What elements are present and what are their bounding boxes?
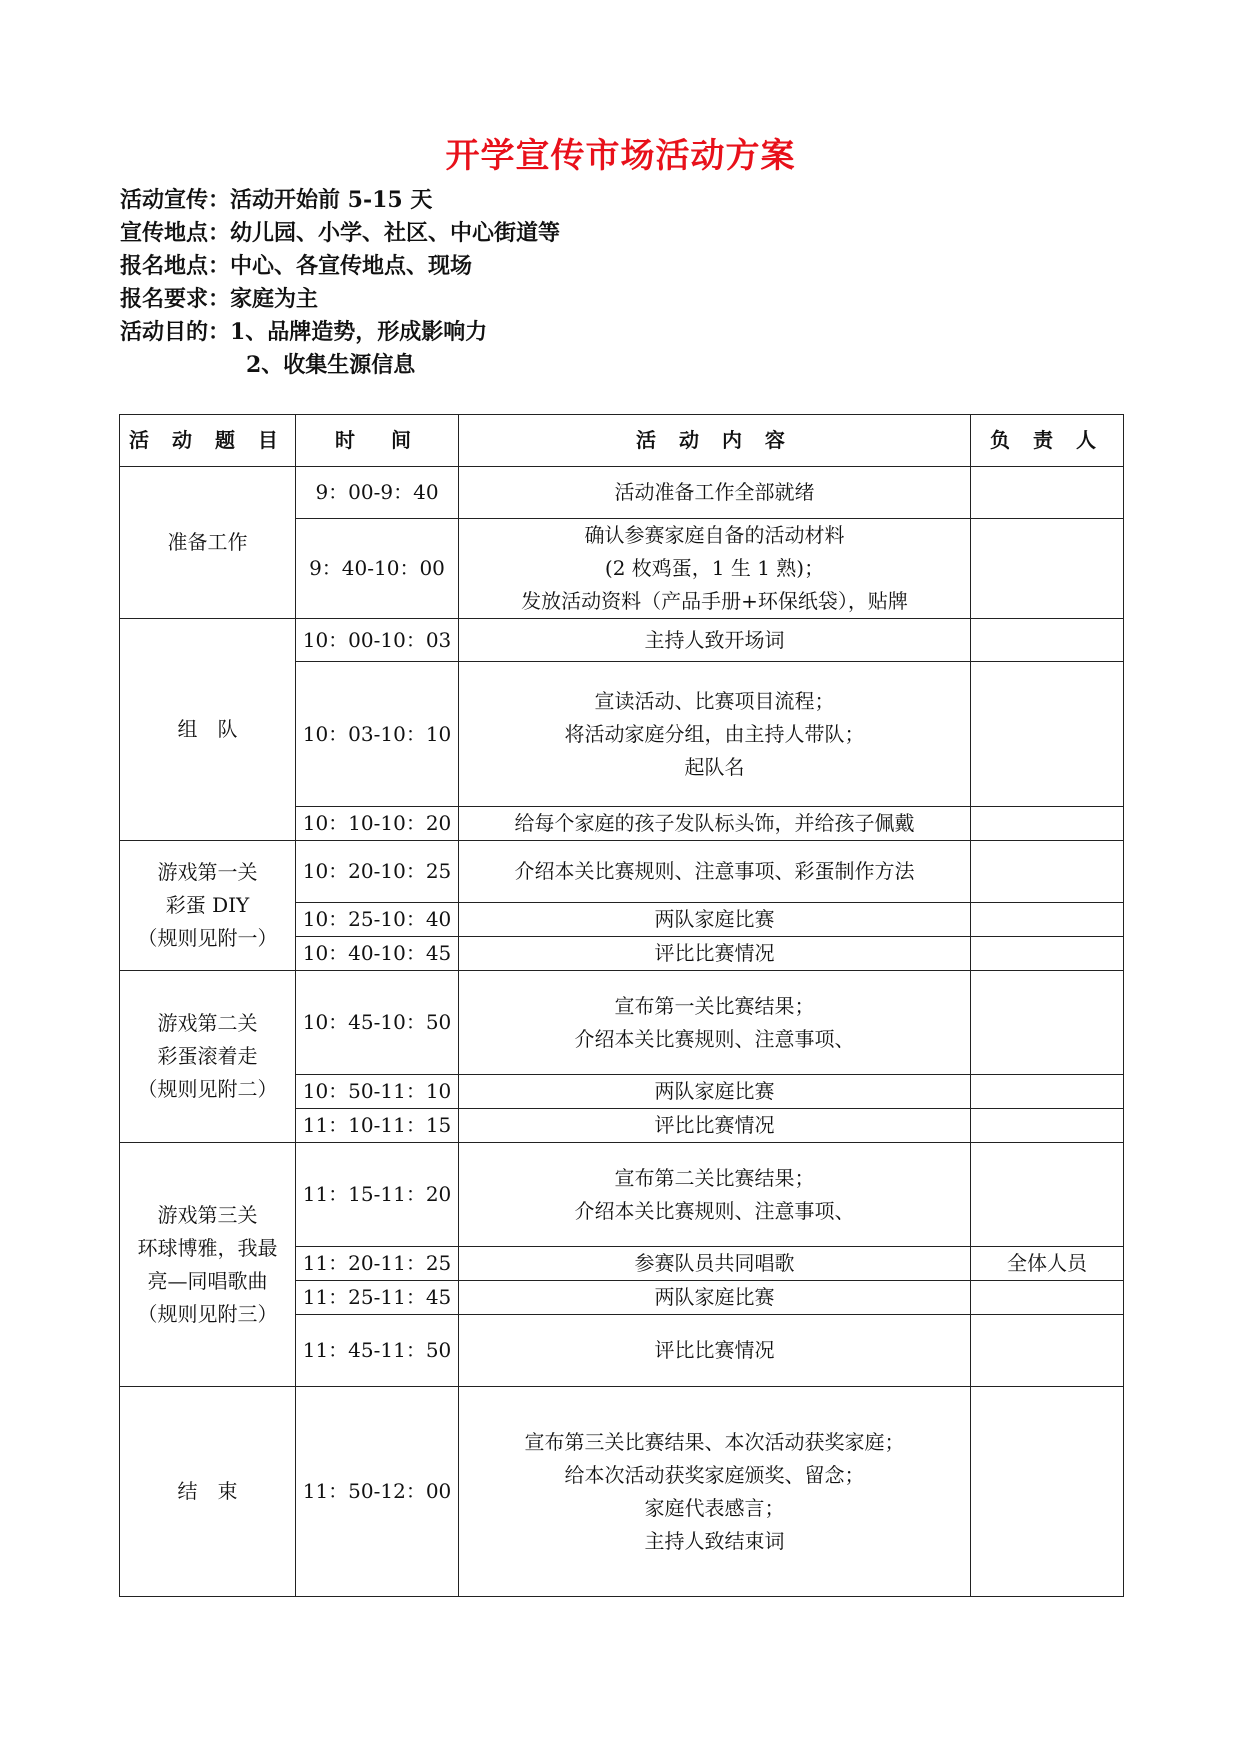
- time-cell: 10：40-10：45: [296, 937, 459, 971]
- time-cell: 11：25-11：45: [296, 1281, 459, 1315]
- content-line: 宣布第二关比赛结果；: [614, 1165, 815, 1190]
- table-row: [120, 841, 1124, 903]
- time-cell: 10：25-10：40: [296, 903, 459, 937]
- content-cell: [459, 1109, 971, 1143]
- time-cell: 10：45-10：50: [296, 971, 459, 1075]
- content-line: 宣布第一关比赛结果；: [614, 993, 815, 1018]
- owner-cell: [971, 519, 1124, 619]
- content-line: 两队家庭比赛: [654, 907, 775, 931]
- content-line: 介绍本关比赛规则、注意事项、: [574, 1198, 855, 1223]
- header-time: 时 间: [296, 415, 459, 467]
- owner-cell: [971, 1387, 1124, 1597]
- header-owner: 负 责 人: [971, 415, 1124, 467]
- group-line: 彩蛋滚着走: [157, 1044, 258, 1068]
- owner-cell: [971, 1143, 1124, 1247]
- owner-cell: [971, 1315, 1124, 1387]
- time-cell: 11：45-11：50: [296, 1315, 459, 1387]
- content-line: 参赛队员共同唱歌: [634, 1251, 795, 1275]
- info-line: 报名要求：家庭为主: [120, 286, 319, 312]
- content-cell: [459, 903, 971, 937]
- group-cell: [120, 1143, 296, 1387]
- table-header-row: [120, 415, 1124, 467]
- owner-cell: [971, 1281, 1124, 1315]
- time-cell: 10：00-10：03: [296, 619, 459, 662]
- owner-cell: [971, 1075, 1124, 1109]
- content-cell: [459, 1387, 971, 1597]
- content-line: 评比比赛情况: [654, 941, 775, 965]
- content-line: 起队名: [684, 754, 745, 779]
- owner-cell: [971, 807, 1124, 841]
- group-line: （规则见附三）: [137, 1301, 278, 1326]
- time-cell: 11：20-11：25: [296, 1247, 459, 1281]
- group-line: （规则见附一）: [137, 926, 278, 950]
- group-line: 游戏第一关: [157, 860, 258, 884]
- group-line: 游戏第二关: [157, 1011, 258, 1035]
- content-line: 主持人致开场词: [644, 627, 785, 652]
- time-cell: 9：00-9：40: [296, 467, 459, 519]
- content-line: 给每个家庭的孩子发队标头饰，并给孩子佩戴: [514, 811, 915, 835]
- content-cell: [459, 519, 971, 619]
- info-line: 宣传地点：幼儿园、小学、社区、中心街道等: [120, 220, 561, 246]
- table-row: [120, 971, 1124, 1075]
- content-line: 评比比赛情况: [654, 1113, 775, 1137]
- info-line: 报名地点：中心、各宣传地点、现场: [120, 253, 473, 279]
- info-block: [120, 184, 560, 382]
- content-cell: [459, 1247, 971, 1281]
- content-cell: [459, 1281, 971, 1315]
- info-line: 活动宣传：活动开始前 5-15 天: [120, 187, 433, 213]
- content-line: 评比比赛情况: [654, 1338, 775, 1362]
- content-line: 发放活动资料（产品手册+环保纸袋），贴牌: [521, 589, 908, 613]
- time-cell: 11：50-12：00: [296, 1387, 459, 1597]
- content-line: 确认参赛家庭自备的活动材料: [584, 523, 845, 547]
- owner-cell: [971, 1109, 1124, 1143]
- owner-cell: [971, 467, 1124, 519]
- content-cell: [459, 937, 971, 971]
- content-cell: [459, 1075, 971, 1109]
- content-cell: [459, 1315, 971, 1387]
- owner-cell: [971, 903, 1124, 937]
- owner-cell: [971, 619, 1124, 662]
- content-line: 将活动家庭分组，由主持人带队；: [564, 721, 865, 746]
- schedule-table: [119, 414, 1124, 1597]
- table-row: [120, 467, 1124, 519]
- content-line: 给本次活动获奖家庭颁奖、留念；: [564, 1462, 865, 1487]
- owner-cell: [971, 971, 1124, 1075]
- time-cell: 11：10-11：15: [296, 1109, 459, 1143]
- time-cell: 11：15-11：20: [296, 1143, 459, 1247]
- content-cell: [459, 662, 971, 807]
- info-line: 活动目的：1、品牌造势，形成影响力: [120, 319, 488, 345]
- content-line: 两队家庭比赛: [654, 1079, 775, 1103]
- content-line: 两队家庭比赛: [654, 1285, 775, 1309]
- table-row: [120, 619, 1124, 662]
- time-cell: 10：10-10：20: [296, 807, 459, 841]
- group-line: （规则见附二）: [137, 1077, 278, 1101]
- content-line: 介绍本关比赛规则、注意事项、彩蛋制作方法: [514, 859, 915, 883]
- time-cell: 10：50-11：10: [296, 1075, 459, 1109]
- content-cell: [459, 807, 971, 841]
- time-cell: 10：03-10：10: [296, 662, 459, 807]
- group-cell: [120, 971, 296, 1143]
- table-row: [120, 1143, 1124, 1247]
- group-line: 亮—同唱歌曲: [147, 1268, 268, 1293]
- content-cell: [459, 619, 971, 662]
- time-cell: 10：20-10：25: [296, 841, 459, 903]
- owner-cell: [971, 662, 1124, 807]
- page-title: 开学宣传市场活动方案: [445, 136, 796, 176]
- header-title: 活 动 题 目: [120, 415, 296, 467]
- content-line: 家庭代表感言；: [644, 1495, 785, 1520]
- content-line: 主持人致结束词: [644, 1528, 785, 1553]
- content-cell: [459, 1143, 971, 1247]
- content-line: 宣布第三关比赛结果、本次活动获奖家庭；: [524, 1429, 905, 1454]
- content-line: 宣读活动、比赛项目流程；: [594, 688, 835, 713]
- group-line: 环球博雅，我最: [137, 1235, 278, 1260]
- content-line: (2 枚鸡蛋，1 生 1 熟)；: [604, 556, 825, 580]
- content-cell: [459, 971, 971, 1075]
- content-cell: [459, 841, 971, 903]
- time-cell: 9：40-10：00: [296, 519, 459, 619]
- content-cell: [459, 467, 971, 519]
- content-line: 活动准备工作全部就绪: [614, 480, 815, 504]
- group-cell: 组 队: [120, 619, 296, 841]
- owner-cell: [971, 841, 1124, 903]
- header-content: 活 动 内 容: [459, 415, 971, 467]
- group-cell: 结 束: [120, 1387, 296, 1597]
- group-line: 彩蛋 DIY: [165, 893, 250, 917]
- owner-cell: [971, 937, 1124, 971]
- group-line: 游戏第三关: [157, 1202, 258, 1227]
- info-line: 2、收集生源信息: [246, 352, 416, 378]
- content-line: 介绍本关比赛规则、注意事项、: [574, 1026, 855, 1051]
- owner-cell: 全体人员: [971, 1247, 1124, 1281]
- group-cell: 准备工作: [120, 467, 296, 619]
- group-cell: [120, 841, 296, 971]
- table-row: [120, 1387, 1124, 1597]
